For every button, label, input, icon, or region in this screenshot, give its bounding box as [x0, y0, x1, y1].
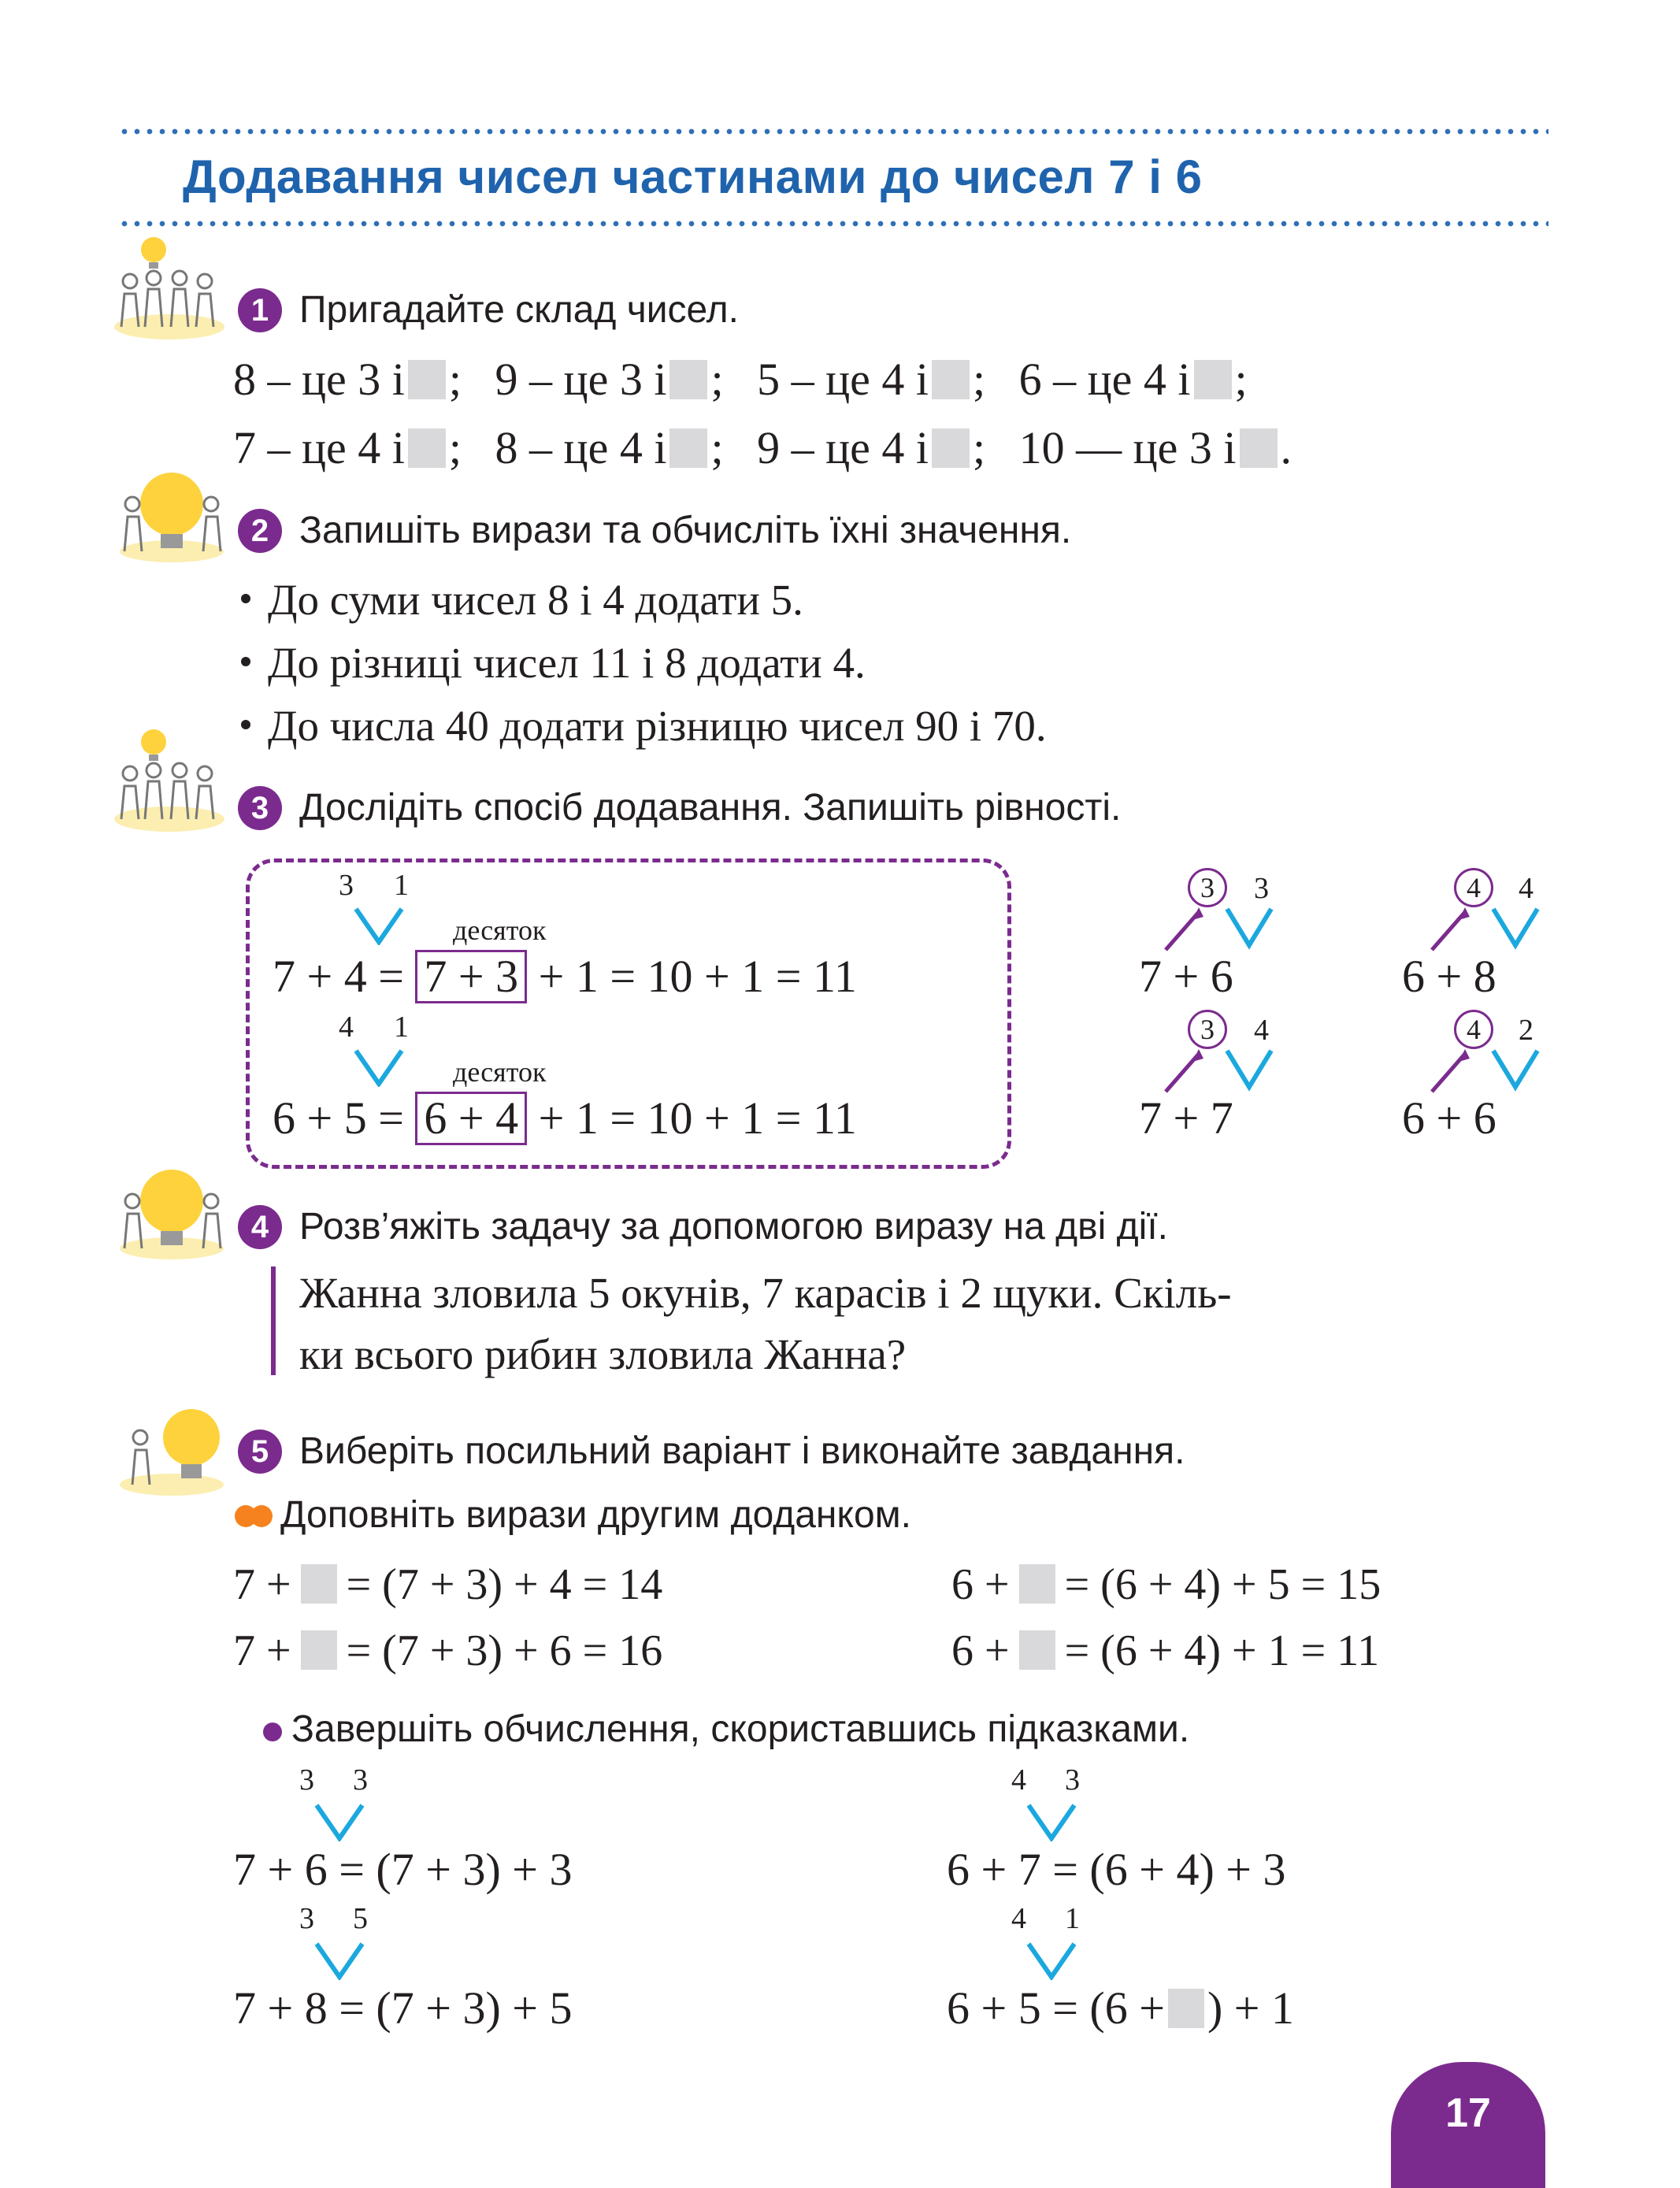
comp-item: 5 – це 4 і [757, 354, 929, 405]
split-number: 4 [339, 1011, 354, 1044]
answer-box[interactable] [1240, 428, 1278, 468]
split-number: 3 [1065, 1763, 1080, 1797]
problem-line-1: Жанна зловила 5 окунів, 7 карасів і 2 щуки. Скіль- [299, 1269, 1232, 1317]
eq-part: 7 + 4 = [273, 951, 404, 1002]
task2-item-3 [241, 701, 1047, 751]
comp-item: 9 – це 4 і [757, 422, 929, 473]
eq-part: = (7 + 3) + 6 = 16 [346, 1626, 663, 1675]
task2-item-text: До числа 40 додати різницю чисел 90 і 70. [268, 702, 1047, 750]
task2-item-2 [241, 638, 866, 688]
split-check-mark [1024, 1802, 1079, 1841]
exercise-expr: 6 + 8 [1402, 951, 1496, 1002]
split-number: 1 [1065, 1902, 1080, 1935]
top-dotted-rule [118, 128, 1548, 135]
example1-equation [273, 950, 857, 1003]
task2-item-text: До різниці чисел 11 і 8 додати 4. [268, 639, 866, 687]
task-number-3: 3 [238, 786, 282, 830]
eq-part: ) + 1 [1207, 1982, 1294, 2034]
split-check-mark [351, 1048, 406, 1087]
split-number: 3 [299, 1763, 314, 1797]
split-number: 4 [1011, 1902, 1026, 1935]
group-work-icon [110, 232, 228, 343]
split-check-mark [1024, 1941, 1079, 1980]
problem-bar [271, 1266, 276, 1375]
split-arrow-mark [1158, 906, 1300, 953]
variant-2-text: Завершіть обчислення, скориставшись підказками. [291, 1708, 1190, 1750]
answer-box[interactable] [1019, 1564, 1055, 1604]
hint-expression: 7 + 6 = (7 + 3) + 3 [233, 1844, 573, 1895]
fill-expression [951, 1626, 1379, 1676]
exercise-expr: 6 + 6 [1402, 1092, 1496, 1144]
comp-item: 9 – це 3 і [495, 354, 667, 405]
circled-number: 3 [1188, 1010, 1227, 1049]
answer-box[interactable] [1168, 1989, 1204, 2028]
eq-part: = (6 + 4) + 5 = 15 [1064, 1560, 1381, 1609]
task2-item-1 [241, 575, 803, 625]
answer-box[interactable] [932, 360, 970, 399]
page-title: Додавання чисел частинами до чисел 7 і 6 [183, 150, 1203, 203]
split-arrow-mark [1424, 1048, 1566, 1095]
bottom-dotted-rule [118, 221, 1548, 227]
task-number-5: 5 [238, 1430, 282, 1474]
variant-1 [235, 1493, 911, 1537]
answer-box[interactable] [1194, 360, 1232, 399]
self-work-icon [117, 1398, 227, 1500]
eq-part: 6 + [951, 1626, 1010, 1675]
variant-1-text: Доповніть вирази другим доданком. [280, 1494, 911, 1536]
eq-part: 6 + [951, 1560, 1010, 1609]
problem-line-2: ки всього рибин зловила Жанна? [299, 1330, 907, 1378]
answer-box[interactable] [301, 1630, 337, 1670]
split-number: 4 [1519, 872, 1534, 905]
variant-2 [263, 1708, 1189, 1751]
split-arrow-mark [1424, 906, 1566, 953]
group-work-icon [110, 725, 228, 835]
fill-expression [233, 1626, 662, 1676]
hint-expression: 7 + 8 = (7 + 3) + 5 [233, 1982, 573, 2034]
eq-part: + 1 = 10 + 1 = 11 [538, 951, 857, 1002]
hint-expression [947, 1982, 1294, 2034]
circled-number: 3 [1188, 868, 1227, 907]
eq-part: 6 + 5 = (6 + [947, 1982, 1165, 2034]
answer-box[interactable] [301, 1564, 337, 1604]
bullet-dot [241, 594, 250, 603]
split-number: 3 [1254, 872, 1269, 905]
task1-row1: 8 – це 3 і ; 9 – це 3 і ; 5 – це 4 і ; 6 – це 4 і ; [233, 354, 1248, 405]
answer-box[interactable] [408, 360, 446, 399]
split-number: 3 [353, 1763, 368, 1797]
hint-expression: 6 + 7 = (6 + 4) + 3 [947, 1844, 1286, 1895]
fill-expression [951, 1559, 1381, 1610]
bullet-dot [241, 657, 250, 666]
split-number: 5 [353, 1902, 368, 1935]
example2-equation [273, 1092, 857, 1145]
task-number-4: 4 [238, 1205, 282, 1249]
split-number: 4 [1011, 1763, 1026, 1797]
comp-item: 7 – це 4 і [233, 422, 405, 473]
split-number: 4 [1254, 1014, 1269, 1047]
ten-label: десяток [453, 1056, 547, 1088]
bullet-dot [241, 720, 250, 729]
split-number: 3 [339, 869, 354, 902]
task2-item-text: До суми чисел 8 і 4 додати 5. [268, 576, 803, 624]
ten-box: 6 + 4 [415, 1092, 527, 1145]
eq-part: = (6 + 4) + 1 = 11 [1064, 1626, 1380, 1675]
fill-expression [233, 1559, 662, 1610]
exercise-expr: 7 + 7 [1139, 1092, 1233, 1144]
task5-instruction: Виберіть посильний варіант і виконайте завдання. [299, 1430, 1185, 1472]
eq-part: 7 + [233, 1560, 291, 1609]
split-arrow-mark [1158, 1048, 1300, 1095]
level-dot-icon [250, 1505, 273, 1527]
split-check-mark [312, 1802, 367, 1841]
answer-box[interactable] [669, 428, 707, 468]
split-number: 1 [394, 1011, 409, 1044]
eq-part: = (7 + 3) + 4 = 14 [346, 1560, 663, 1609]
task3-instruction: Дослідіть спосіб додавання. Запишіть рівності. [299, 787, 1122, 829]
circled-number: 4 [1454, 868, 1493, 907]
ten-box: 7 + 3 [415, 950, 527, 1003]
circled-number: 4 [1454, 1010, 1493, 1049]
answer-box[interactable] [932, 428, 970, 468]
comp-item: 10 — це 3 і [1018, 422, 1237, 473]
comp-item: 8 – це 3 і [233, 354, 405, 405]
split-number: 1 [394, 869, 409, 902]
exercise-expr: 7 + 6 [1139, 951, 1233, 1002]
answer-box[interactable] [408, 428, 446, 468]
answer-box[interactable] [1019, 1630, 1055, 1670]
lightbulb-pair-icon [117, 465, 227, 567]
task2-instruction: Запишіть вирази та обчисліть їхні значення. [299, 510, 1072, 551]
split-number: 2 [1519, 1014, 1534, 1047]
eq-part: 7 + [233, 1626, 291, 1675]
answer-box[interactable] [669, 360, 707, 399]
ten-label: десяток [453, 914, 547, 946]
comp-item: 8 – це 4 і [495, 422, 667, 473]
eq-part: 6 + 5 = [273, 1092, 404, 1144]
split-check-mark [351, 906, 406, 945]
page-number: 17 [1391, 2062, 1545, 2188]
task1-instruction: Пригадайте склад чисел. [299, 289, 739, 331]
comp-item: 6 – це 4 і [1018, 354, 1191, 405]
level-dot-icon [263, 1723, 282, 1741]
split-number: 3 [299, 1902, 314, 1935]
task4-instruction: Розв’яжіть задачу за допомогою виразу на дві дії. [299, 1206, 1168, 1248]
task-number-1: 1 [238, 288, 282, 332]
eq-part: + 1 = 10 + 1 = 11 [538, 1092, 857, 1144]
task-number-2: 2 [238, 509, 282, 553]
split-check-mark [312, 1941, 367, 1980]
lightbulb-pair-icon [117, 1162, 227, 1264]
task1-row2: 7 – це 4 і ; 8 – це 4 і ; 9 – це 4 і ; 10 — це 3 і . [233, 422, 1292, 473]
